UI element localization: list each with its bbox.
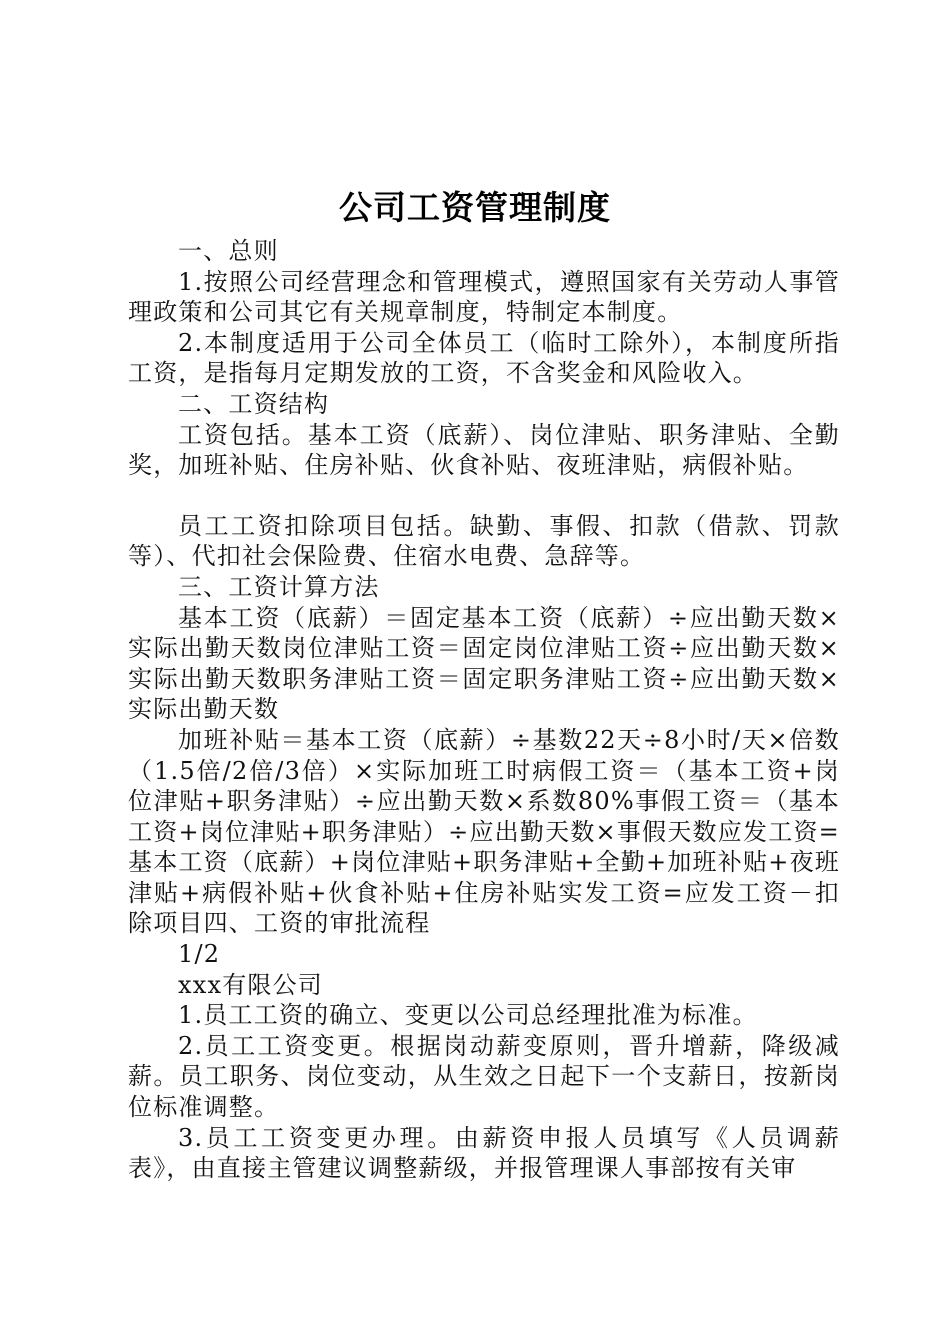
paragraph: 2.本制度适用于公司全体员工（临时工除外），本制度所指工资，是指每月定期发放的工资，不含奖金和风险收入。 — [128, 328, 840, 388]
paragraph: 1.员工工资的确立、变更以公司总经理批准为标准。 — [178, 1001, 758, 1030]
paragraph: 基本工资（底薪）＝固定基本工资（底薪）÷应出勤天数×实际出勤天数岗位津贴工资＝固定岗位津贴工资÷应出勤天数×实际出勤天数职务津贴工资＝固定职务津贴工资÷应出勤天数×实际出勤天数 — [128, 603, 840, 724]
page-number: 1/2 — [178, 940, 221, 969]
section-heading-structure: 二、工资结构 — [178, 389, 330, 418]
paragraph: 加班补贴＝基本工资（底薪）÷基数22天÷8小时/天×倍数（1.5倍/2倍/3倍）×实际加班工时病假工资＝（基本工资+岗位津贴+职务津贴）÷应出勤天数×系数80%事假工资＝（基本工资+岗位津贴+职务津贴）÷应出勤天数×事假天数应发工资=基本工资（底薪）+岗位津贴+职务津贴+全勤+加班补贴+夜班津贴+病假补贴+伙食补贴+住房补贴实发工资=应发工资－扣除项目四、工资的审批流程 — [128, 725, 840, 938]
section-heading-general: 一、总则 — [178, 237, 279, 265]
paragraph: 员工工资扣除项目包括。缺勤、事假、扣款（借款、罚款等）、代扣社会保险费、住宿水电费、急辞等。 — [128, 511, 840, 571]
paragraph: 3.员工工资变更办理。由薪资申报人员填写《人员调薪表》，由直接主管建议调整薪级，并报管理课人事部按有关审 — [128, 1123, 840, 1183]
section-heading-calculation: 三、工资计算方法 — [178, 572, 380, 601]
paragraph: 2.员工工资变更。根据岗动薪变原则，晋升增薪，降级减薪。员工职务、岗位变动，从生效之日起下一个支薪日，按新岗位标准调整。 — [128, 1031, 840, 1122]
paragraph: 1.按照公司经营理念和管理模式，遵照国家有关劳动人事管理政策和公司其它有关规章制度，特制定本制度。 — [128, 267, 840, 327]
document-title: 公司工资管理制度 — [339, 188, 611, 227]
document-body — [128, 236, 840, 1184]
paragraph: 工资包括。基本工资（底薪）、岗位津贴、职务津贴、全勤奖，加班补贴、住房补贴、伙食补贴、夜班津贴，病假补贴。 — [128, 420, 840, 480]
company-name: xxx有限公司 — [178, 970, 324, 999]
